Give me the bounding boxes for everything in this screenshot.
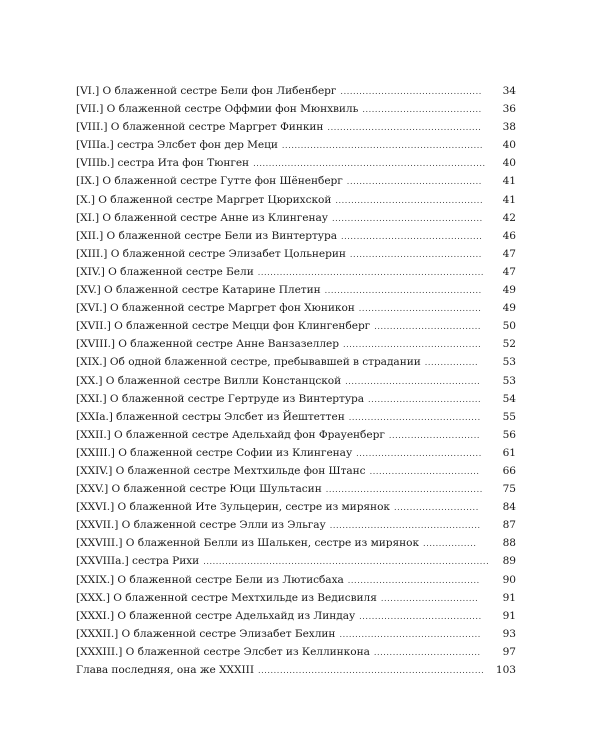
toc-entry-page-number: 38: [502, 121, 516, 134]
toc-entry-title: [XXI.] О блаженной сестре Гертруде из Винтертура: [76, 392, 365, 405]
toc-leader-dots: ..........................................: [349, 249, 482, 259]
toc-entry: [76, 245, 516, 263]
toc-entry: [76, 82, 516, 100]
toc-entry: [76, 625, 516, 643]
toc-entry-page-number: 47: [502, 247, 516, 260]
toc-entry-title: [XV.] О блаженной сестре Катарине Плетин: [76, 284, 321, 297]
toc-entry-title: [IX.] О блаженной сестре Гутте фон Шёненберг: [76, 175, 343, 188]
toc-leader-dots: ................................................: [331, 213, 483, 223]
toc-entry-title: [XXXII.] О блаженной сестре Элизабет Бехлин: [76, 627, 336, 640]
toc-entry: [76, 281, 516, 299]
toc-entry-title: [VI.] О блаженной сестре Бели фон Либенберг: [76, 85, 337, 97]
toc-entry-page-number: 75: [502, 483, 516, 496]
toc-entry: [76, 408, 516, 426]
toc-entry: [76, 426, 516, 444]
toc-entry: [76, 589, 516, 607]
toc-entry-title: [XXVI.] О блаженной Ите Зульцерин, сестре из мирянок: [76, 501, 390, 514]
toc-leader-dots: ....................................: [368, 394, 482, 404]
toc-entry-page-number: 49: [502, 284, 516, 297]
toc-entry: [76, 571, 516, 589]
toc-entry-title: [XXXIII.] О блаженной сестре Элсбет из Келлинкона: [76, 645, 370, 658]
toc-entry: [76, 534, 516, 552]
toc-leader-dots: .............................................: [339, 629, 481, 639]
toc-leader-dots: ..................................................: [325, 485, 483, 495]
toc-entry-title: [XXIII.] О блаженной сестре Софии из Клингенау: [76, 446, 353, 459]
toc-leader-dots: ...........................................................................................: [203, 557, 490, 567]
toc-entry-title: [XIV.] О блаженной сестре Бели: [76, 265, 254, 278]
toc-leader-dots: ......................................: [362, 105, 482, 115]
toc-entry-title: Глава последняя, она же XXXIII: [76, 664, 254, 676]
toc-leader-dots: .......................................: [359, 611, 482, 621]
toc-entry: [76, 299, 516, 317]
toc-entry-page-number: 54: [502, 392, 516, 405]
toc-leader-dots: ............................................: [342, 340, 482, 350]
toc-entry: [76, 209, 516, 227]
toc-leader-dots: ..........................................................................: [253, 159, 486, 169]
toc-entry-page-number: 47: [502, 265, 516, 278]
toc-entry-page-number: 41: [502, 175, 516, 188]
toc-entry-title: [XXIV.] О блаженной сестре Мехтхильде фон Штанс: [76, 464, 366, 477]
toc-leader-dots: .............................................: [340, 87, 482, 96]
toc-leader-dots: ..........................................: [347, 575, 480, 585]
toc-entry: [76, 263, 516, 281]
toc-leader-dots: ..................................: [374, 322, 482, 332]
toc-entry: [76, 136, 516, 154]
toc-entry-page-number: 40: [502, 139, 516, 152]
toc-entry-title: [VIIIa.] сестра Элсбет фон дер Меци: [76, 139, 278, 152]
toc-entry: [76, 118, 516, 136]
toc-entry: [76, 444, 516, 462]
toc-entry-page-number: 88: [502, 537, 516, 550]
toc-leader-dots: ...........................: [393, 503, 479, 513]
toc-entry-title: [VII.] О блаженной сестре Оффмии фон Мюнхвиль: [76, 103, 359, 116]
toc-leader-dots: .......................................: [358, 304, 482, 314]
toc-entry-page-number: 84: [502, 501, 516, 514]
toc-entry: [76, 335, 516, 353]
toc-entry-title: [VIII.] О блаженной сестре Маргрет Финкин: [76, 121, 324, 134]
toc-entry-title: [XXVII.] О блаженной сестре Элли из Эльгау: [76, 519, 326, 532]
toc-entry-title: [XII.] О блаженной сестре Бели из Винтертура: [76, 229, 337, 242]
toc-entry: [76, 661, 516, 679]
toc-entry-page-number: 36: [502, 103, 516, 116]
toc-entry-title: [XVI.] О блаженной сестре Маргрет фон Хюникон: [76, 302, 355, 315]
toc-leader-dots: ........................................................................: [257, 666, 485, 675]
toc-leader-dots: ...........................................: [345, 376, 481, 386]
toc-entry: [76, 227, 516, 245]
toc-leader-dots: .............................: [388, 430, 480, 440]
toc-entry-title: [XXIa.] блаженной сестры Элсбет из Йештеттен: [76, 410, 345, 423]
toc-entry-page-number: 53: [502, 356, 516, 369]
toc-leader-dots: ..........................................: [348, 412, 481, 422]
toc-entry: [76, 154, 516, 172]
toc-leader-dots: ...........................................: [346, 177, 482, 187]
toc-entry-page-number: 89: [502, 555, 516, 568]
toc-entry: [76, 172, 516, 190]
toc-entry-page-number: 66: [502, 464, 516, 477]
toc-leader-dots: .............................................: [340, 231, 483, 241]
toc-entry-page-number: 91: [502, 591, 516, 604]
toc-entry-title: [XXV.] О блаженной сестре Юци Шультасин: [76, 483, 322, 496]
toc-entry-page-number: 50: [502, 320, 516, 333]
toc-entry-page-number: 41: [502, 193, 516, 206]
toc-entry: [76, 372, 516, 390]
toc-leader-dots: ..................................: [373, 647, 481, 657]
toc-entry-title: [XVII.] О блаженной сестре Мецци фон Клингенберг: [76, 320, 371, 333]
toc-entry-title: [XX.] О блаженной сестре Вилли Констанцской: [76, 374, 342, 387]
toc-entry: [76, 498, 516, 516]
toc-entry: [76, 390, 516, 408]
toc-leader-dots: ........................................................................: [257, 267, 485, 277]
toc-entry-title: [XXXI.] О блаженной сестре Адельхайд из Линдау: [76, 609, 356, 622]
toc-entry-title: [VIIIb.] сестра Ита фон Тюнген: [76, 157, 250, 170]
toc-entry: [76, 191, 516, 209]
toc-leader-dots: ................................................: [329, 521, 481, 531]
toc-entry-title: [XVIII.] О блаженной сестре Анне Ванзазеллер: [76, 338, 339, 351]
toc-entry-page-number: 55: [502, 410, 516, 423]
toc-entry-page-number: 103: [495, 664, 516, 676]
toc-entry: [76, 100, 516, 118]
toc-entry-page-number: 61: [502, 446, 516, 459]
toc-entry-title: [XXIX.] О блаженной сестре Бели из Лютисбаха: [76, 573, 344, 586]
toc-leader-dots: ...................................: [369, 466, 480, 476]
toc-entry-page-number: 53: [502, 374, 516, 387]
toc-entry: [76, 462, 516, 480]
toc-leader-dots: .................: [423, 539, 477, 549]
toc-entry: [76, 643, 516, 661]
toc-entry-page-number: 52: [502, 338, 516, 351]
toc-leader-dots: ...............................: [380, 593, 479, 603]
toc-entry-page-number: 42: [502, 211, 516, 224]
toc-entry: [76, 607, 516, 625]
toc-leader-dots: ...............................................: [335, 195, 484, 205]
toc-leader-dots: .................: [424, 358, 479, 368]
toc-entry: [76, 353, 516, 371]
toc-leader-dots: ..................................................: [324, 286, 482, 296]
toc-entry-page-number: 97: [502, 645, 516, 658]
toc-entry-title: [XXVIIIa.] сестра Рихи: [76, 555, 200, 568]
toc-entry: [76, 516, 516, 534]
toc-entry-page-number: 49: [502, 302, 516, 315]
toc-entry-page-number: 34: [502, 85, 516, 97]
toc-entry-page-number: 56: [502, 428, 516, 441]
toc-entry-page-number: 46: [502, 229, 516, 242]
toc-leader-dots: ................................................................: [281, 141, 484, 151]
toc-entry-title: [XXVIII.] О блаженной Белли из Шалькен, сестре из мирянок: [76, 537, 420, 550]
toc-leader-dots: .................................................: [327, 123, 482, 133]
toc-entry-page-number: 91: [502, 609, 516, 622]
toc-entry-title: [XXX.] О блаженной сестре Мехтхильде из Ведисвиля: [76, 591, 377, 604]
table-of-contents: [76, 82, 516, 679]
toc-entry-page-number: 40: [502, 157, 516, 170]
toc-entry: [76, 480, 516, 498]
toc-entry-title: [X.] О блаженной сестре Маргрет Цюрихской: [76, 193, 332, 206]
toc-entry: [76, 552, 516, 570]
toc-leader-dots: ........................................: [356, 448, 482, 458]
toc-entry-title: [XI.] О блаженной сестре Анне из Клингенау: [76, 211, 328, 224]
toc-entry-title: [XXII.] О блаженной сестре Адельхайд фон Фрауенберг: [76, 428, 385, 441]
toc-entry: [76, 317, 516, 335]
toc-entry-page-number: 87: [502, 519, 516, 532]
toc-entry-title: [XIII.] О блаженной сестре Элизабет Цольнерин: [76, 247, 346, 260]
toc-entry-title: [XIX.] Об одной блаженной сестре, пребывавшей в страдании: [76, 356, 421, 369]
toc-entry-page-number: 90: [502, 573, 516, 586]
toc-entry-page-number: 93: [502, 627, 516, 640]
